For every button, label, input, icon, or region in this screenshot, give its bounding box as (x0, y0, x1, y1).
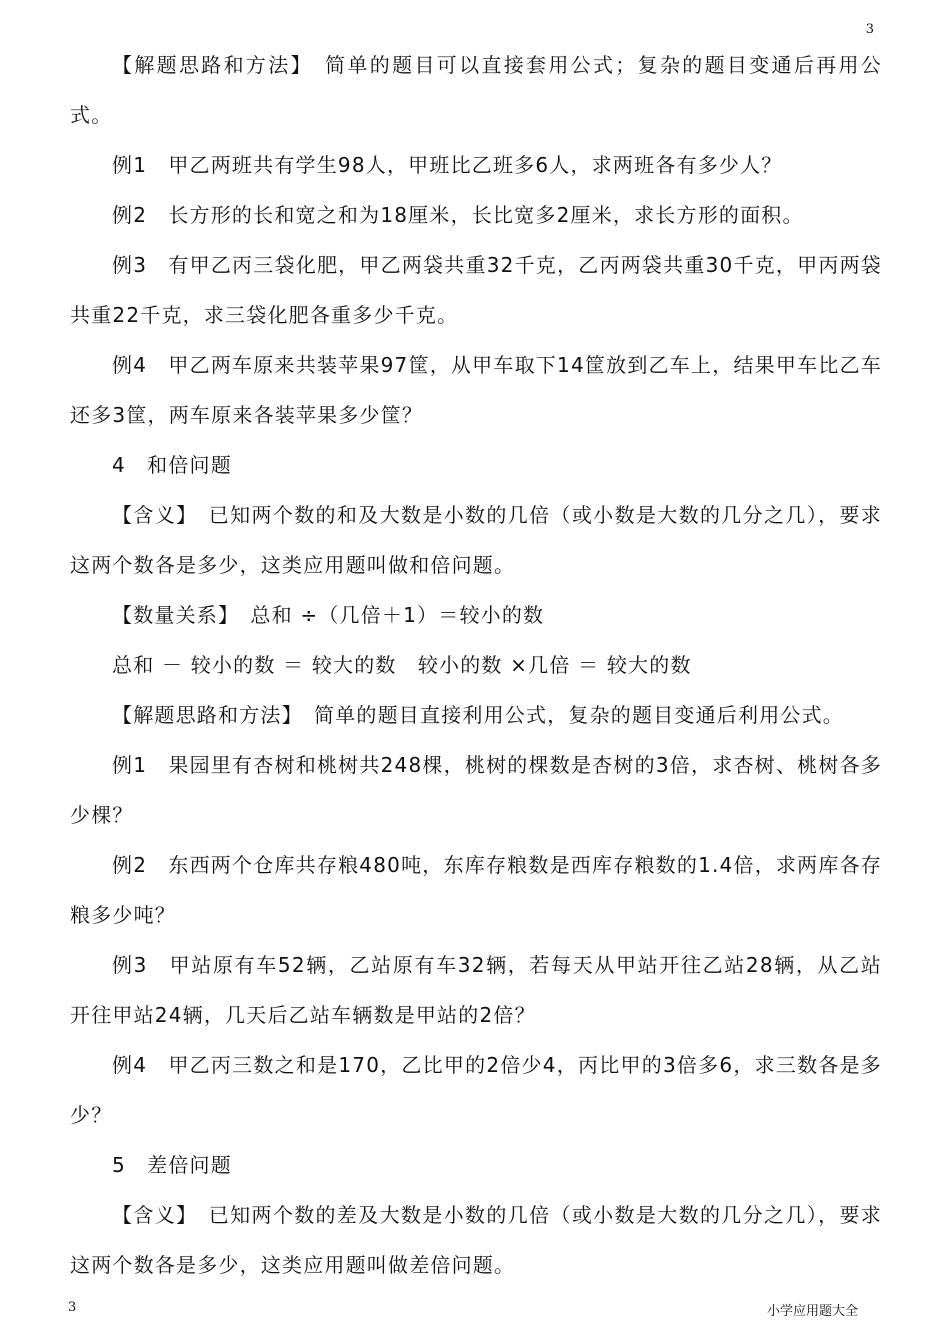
paragraph-sum-multiple-example-3: 例3 甲站原有车52辆，乙站原有车32辆，若每天从甲站开往乙站28辆，从乙站开往甲站24辆，几天后乙站车辆数是甲站的2倍？ (70, 953, 882, 1027)
paragraph-example-3: 例3 有甲乙丙三袋化肥，甲乙两袋共重32千克，乙丙两袋共重30千克，甲丙两袋共重22千克，求三袋化肥各重多少千克。 (70, 253, 882, 327)
paragraph-sum-multiple-example-2: 例2 东西两个仓库共存粮480吨，东库存粮数是西库存粮数的1.4倍，求两库各存粮多少吨？ (70, 853, 882, 927)
paragraph-method-intro: 【解题思路和方法】 简单的题目可以直接套用公式；复杂的题目变通后再用公式。 (70, 53, 882, 127)
section-heading-5: 5 差倍问题 (112, 1153, 232, 1177)
paragraph-sum-multiple-example-4: 例4 甲乙丙三数之和是170，乙比甲的2倍少4，丙比甲的3倍多6，求三数各是多少？ (70, 1053, 882, 1127)
paragraph-method-sum-multiple: 【解题思路和方法】 简单的题目直接利用公式，复杂的题目变通后利用公式。 (112, 703, 844, 727)
footer-book-title: 小学应用题大全 (766, 1304, 858, 1319)
section-heading-4: 4 和倍问题 (112, 453, 232, 477)
paragraph-definition-difference-multiple: 【含义】 已知两个数的差及大数是小数的几倍（或小数是大数的几分之几），要求这两个数各是多少，这类应用题叫做差倍问题。 (70, 1203, 882, 1277)
paragraph-sum-multiple-example-1: 例1 果园里有杏树和桃树共248棵，桃树的棵数是杏树的3倍，求杏树、桃树各多少棵？ (70, 753, 882, 827)
paragraph-quantity-relation: 【数量关系】 总和 ÷（几倍＋1）＝较小的数 (112, 603, 545, 627)
paragraph-example-2: 例2 长方形的长和宽之和为18厘米，长比宽多2厘米，求长方形的面积。 (112, 203, 804, 227)
header-page-number: 3 (865, 22, 874, 37)
paragraph-formulas: 总和 － 较小的数 ＝ 较大的数 较小的数 ×几倍 ＝ 较大的数 (112, 653, 692, 677)
footer-page-number: 3 (68, 1300, 77, 1315)
paragraph-example-1: 例1 甲乙两班共有学生98人，甲班比乙班多6人，求两班各有多少人？ (112, 153, 783, 177)
paragraph-definition-sum-multiple: 【含义】 已知两个数的和及大数是小数的几倍（或小数是大数的几分之几），要求这两个数各是多少，这类应用题叫做和倍问题。 (70, 503, 882, 577)
document-body (70, 40, 882, 1290)
paragraph-example-4: 例4 甲乙两车原来共装苹果97筐，从甲车取下14筐放到乙车上，结果甲车比乙车还多3筐，两车原来各装苹果多少筐？ (70, 353, 882, 427)
